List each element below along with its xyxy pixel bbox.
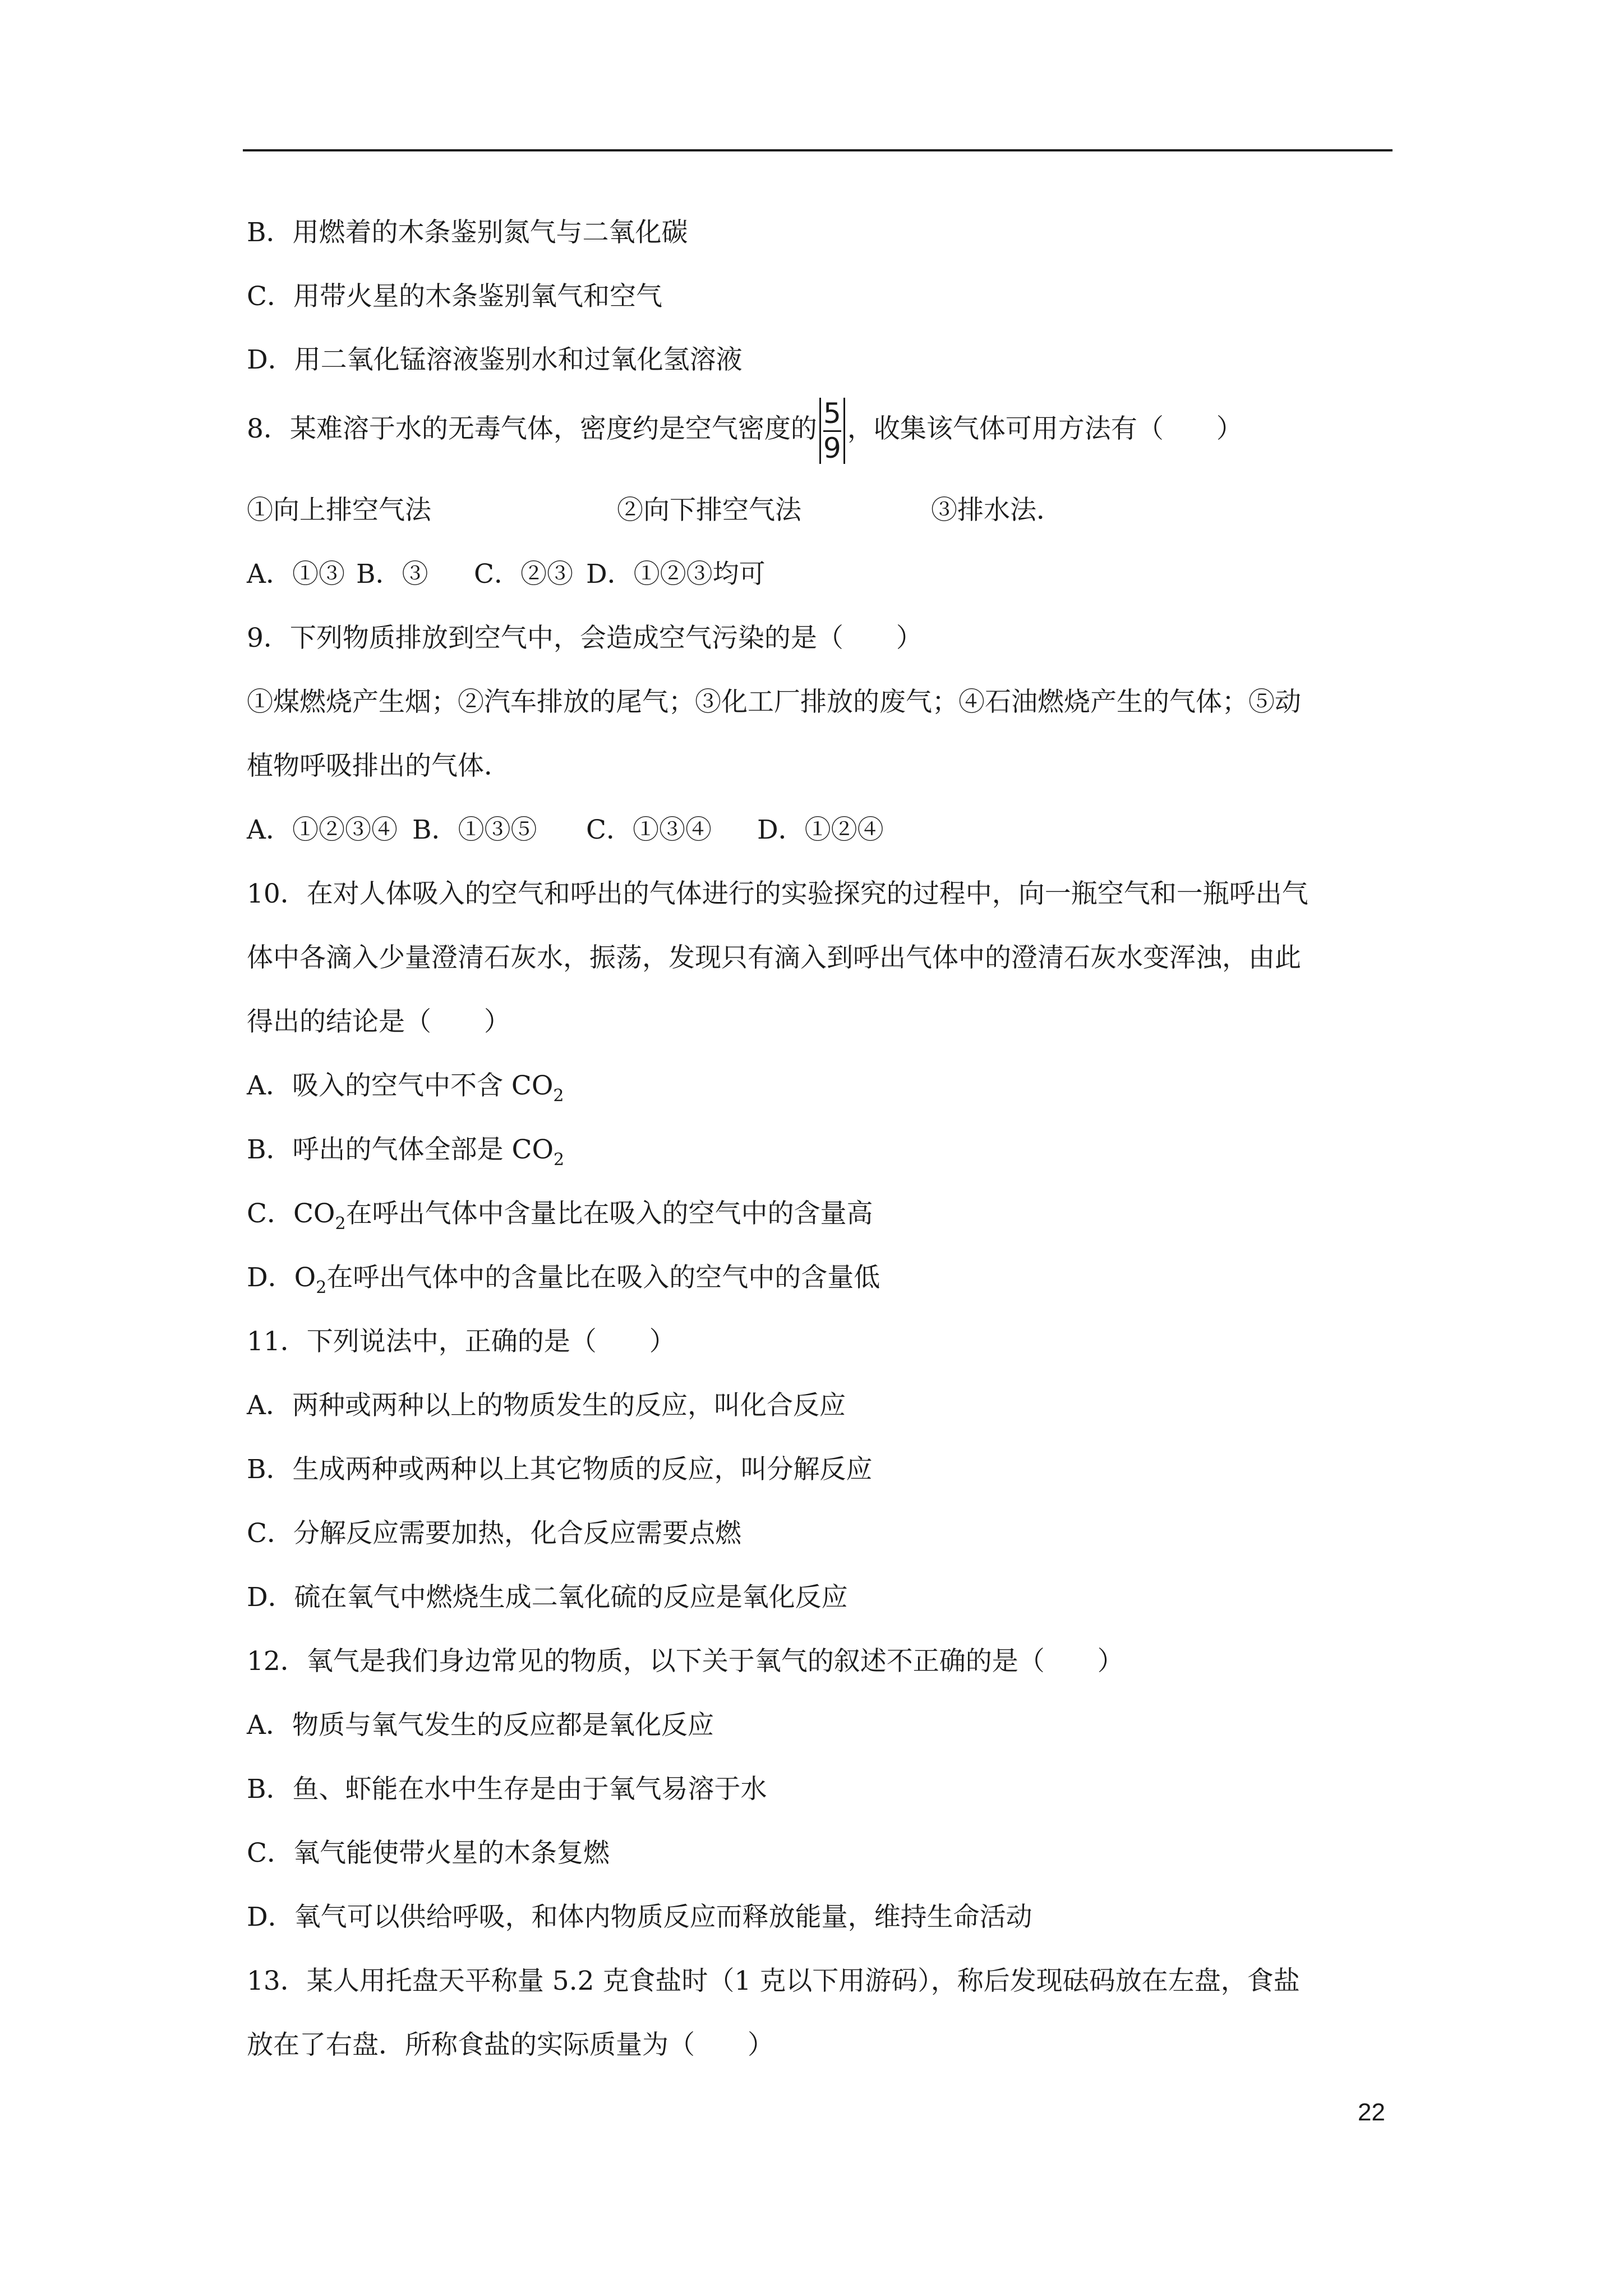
question-8 — [247, 395, 1243, 464]
subscript: 2 — [553, 1150, 565, 1170]
q9-option-c: C．①③④ — [586, 815, 712, 845]
q10d-text-pre: D．O — [247, 1262, 316, 1293]
question-9: 9．下列物质排放到空气中，会造成空气污染的是（ ） — [247, 623, 923, 654]
question-12: 12．氧气是我们身边常见的物质，以下关于氧气的叙述不正确的是（ ） — [247, 1646, 1124, 1677]
q10-option-c — [247, 1197, 873, 1234]
subscript: 2 — [335, 1214, 346, 1234]
q8-option-c: C．②③ — [474, 559, 573, 590]
q10b-text: B．呼出的气体全部是 CO — [247, 1134, 554, 1165]
fraction-five-ninths — [819, 398, 845, 464]
question-13-line-1: 13．某人用托盘天平称量 5.2 克食盐时（1 克以下用游码），称后发现砝码放在左盘，食盐 — [247, 1966, 1300, 1996]
q8-method-1: ①向上排空气法 — [247, 495, 431, 526]
q11-option-a: A．两种或两种以上的物质发生的反应，叫化合反应 — [247, 1390, 846, 1421]
q8-methods — [247, 494, 1063, 527]
q8-method-2: ②向下排空气法 — [617, 495, 801, 526]
fraction-denominator: 9 — [823, 432, 841, 464]
q10-option-d — [247, 1261, 880, 1295]
question-10-line-2: 体中各滴入少量澄清石灰水，振荡，发现只有滴入到呼出气体中的澄清石灰水变浑浊，由此 — [247, 942, 1301, 973]
question-10-line-3: 得出的结论是（ ） — [247, 1006, 510, 1037]
q12-option-a: A．物质与氧气发生的反应都是氧化反应 — [247, 1710, 714, 1741]
question-13-line-2: 放在了右盘．所称食盐的实际质量为（ ） — [247, 2030, 774, 2060]
q11-option-d: D．硫在氧气中燃烧生成二氧化硫的反应是氧化反应 — [247, 1582, 848, 1613]
q11-option-b: B．生成两种或两种以上其它物质的反应，叫分解反应 — [247, 1454, 873, 1485]
subscript: 2 — [316, 1278, 327, 1297]
q9-option-d: D．①②④ — [757, 815, 884, 845]
q7-option-d: D．用二氧化锰溶液鉴别水和过氧化氢溶液 — [247, 344, 743, 375]
q10c-text-post: 在呼出气体中含量比在吸入的空气中的含量高 — [345, 1198, 873, 1229]
fraction-numerator: 5 — [823, 397, 841, 430]
question-10-line-1: 10．在对人体吸入的空气和呼出的气体进行的实验探究的过程中，向一瓶空气和一瓶呼出气 — [247, 878, 1308, 909]
q10-option-a — [247, 1069, 564, 1106]
q8-option-d: D．①②③均可 — [586, 559, 766, 590]
q7-option-c: C．用带火星的木条鉴别氧气和空气 — [247, 281, 662, 312]
q12-option-d: D．氧气可以供给呼吸，和体内物质反应而释放能量，维持生命活动 — [247, 1902, 1032, 1932]
q12-option-b: B．鱼、虾能在水中生存是由于氧气易溶于水 — [247, 1774, 767, 1805]
q8-option-a: A．①③ — [247, 559, 345, 590]
q10a-text: A．吸入的空气中不含 CO — [247, 1070, 554, 1101]
subscript: 2 — [553, 1086, 564, 1106]
q11-option-c: C．分解反应需要加热，化合反应需要点燃 — [247, 1518, 741, 1549]
q8-text-pre: 8．某难溶于水的无毒气体，密度约是空气密度的 — [247, 413, 817, 444]
q9-options — [247, 813, 884, 847]
q12-option-c: C．氧气能使带火星的木条复燃 — [247, 1838, 610, 1869]
q9-option-a: A．①②③④ — [247, 815, 398, 845]
header-rule — [243, 149, 1393, 151]
question-11: 11．下列说法中，正确的是（ ） — [247, 1326, 676, 1357]
q10c-text-pre: C．CO — [247, 1198, 335, 1229]
page-number: 22 — [1358, 2099, 1385, 2126]
q8-option-b: B．③ — [356, 559, 428, 590]
q8-options — [247, 558, 766, 591]
q10-option-b — [247, 1133, 565, 1170]
q9-item-line-1: ①煤燃烧产生烟；②汽车排放的尾气；③化工厂排放的废气；④石油燃烧产生的气体；⑤动 — [247, 687, 1301, 717]
q10d-text-post: 在呼出气体中的含量比在吸入的空气中的含量低 — [326, 1262, 880, 1293]
q8-text-post: ，收集该气体可用方法有（ ） — [847, 413, 1243, 444]
q9-option-b: B．①③⑤ — [412, 815, 537, 845]
q7-option-b: B．用燃着的木条鉴别氮气与二氧化碳 — [247, 217, 688, 248]
q8-method-3: ③排水法． — [931, 495, 1063, 526]
q9-item-line-2: 植物呼吸排出的气体． — [247, 751, 510, 781]
